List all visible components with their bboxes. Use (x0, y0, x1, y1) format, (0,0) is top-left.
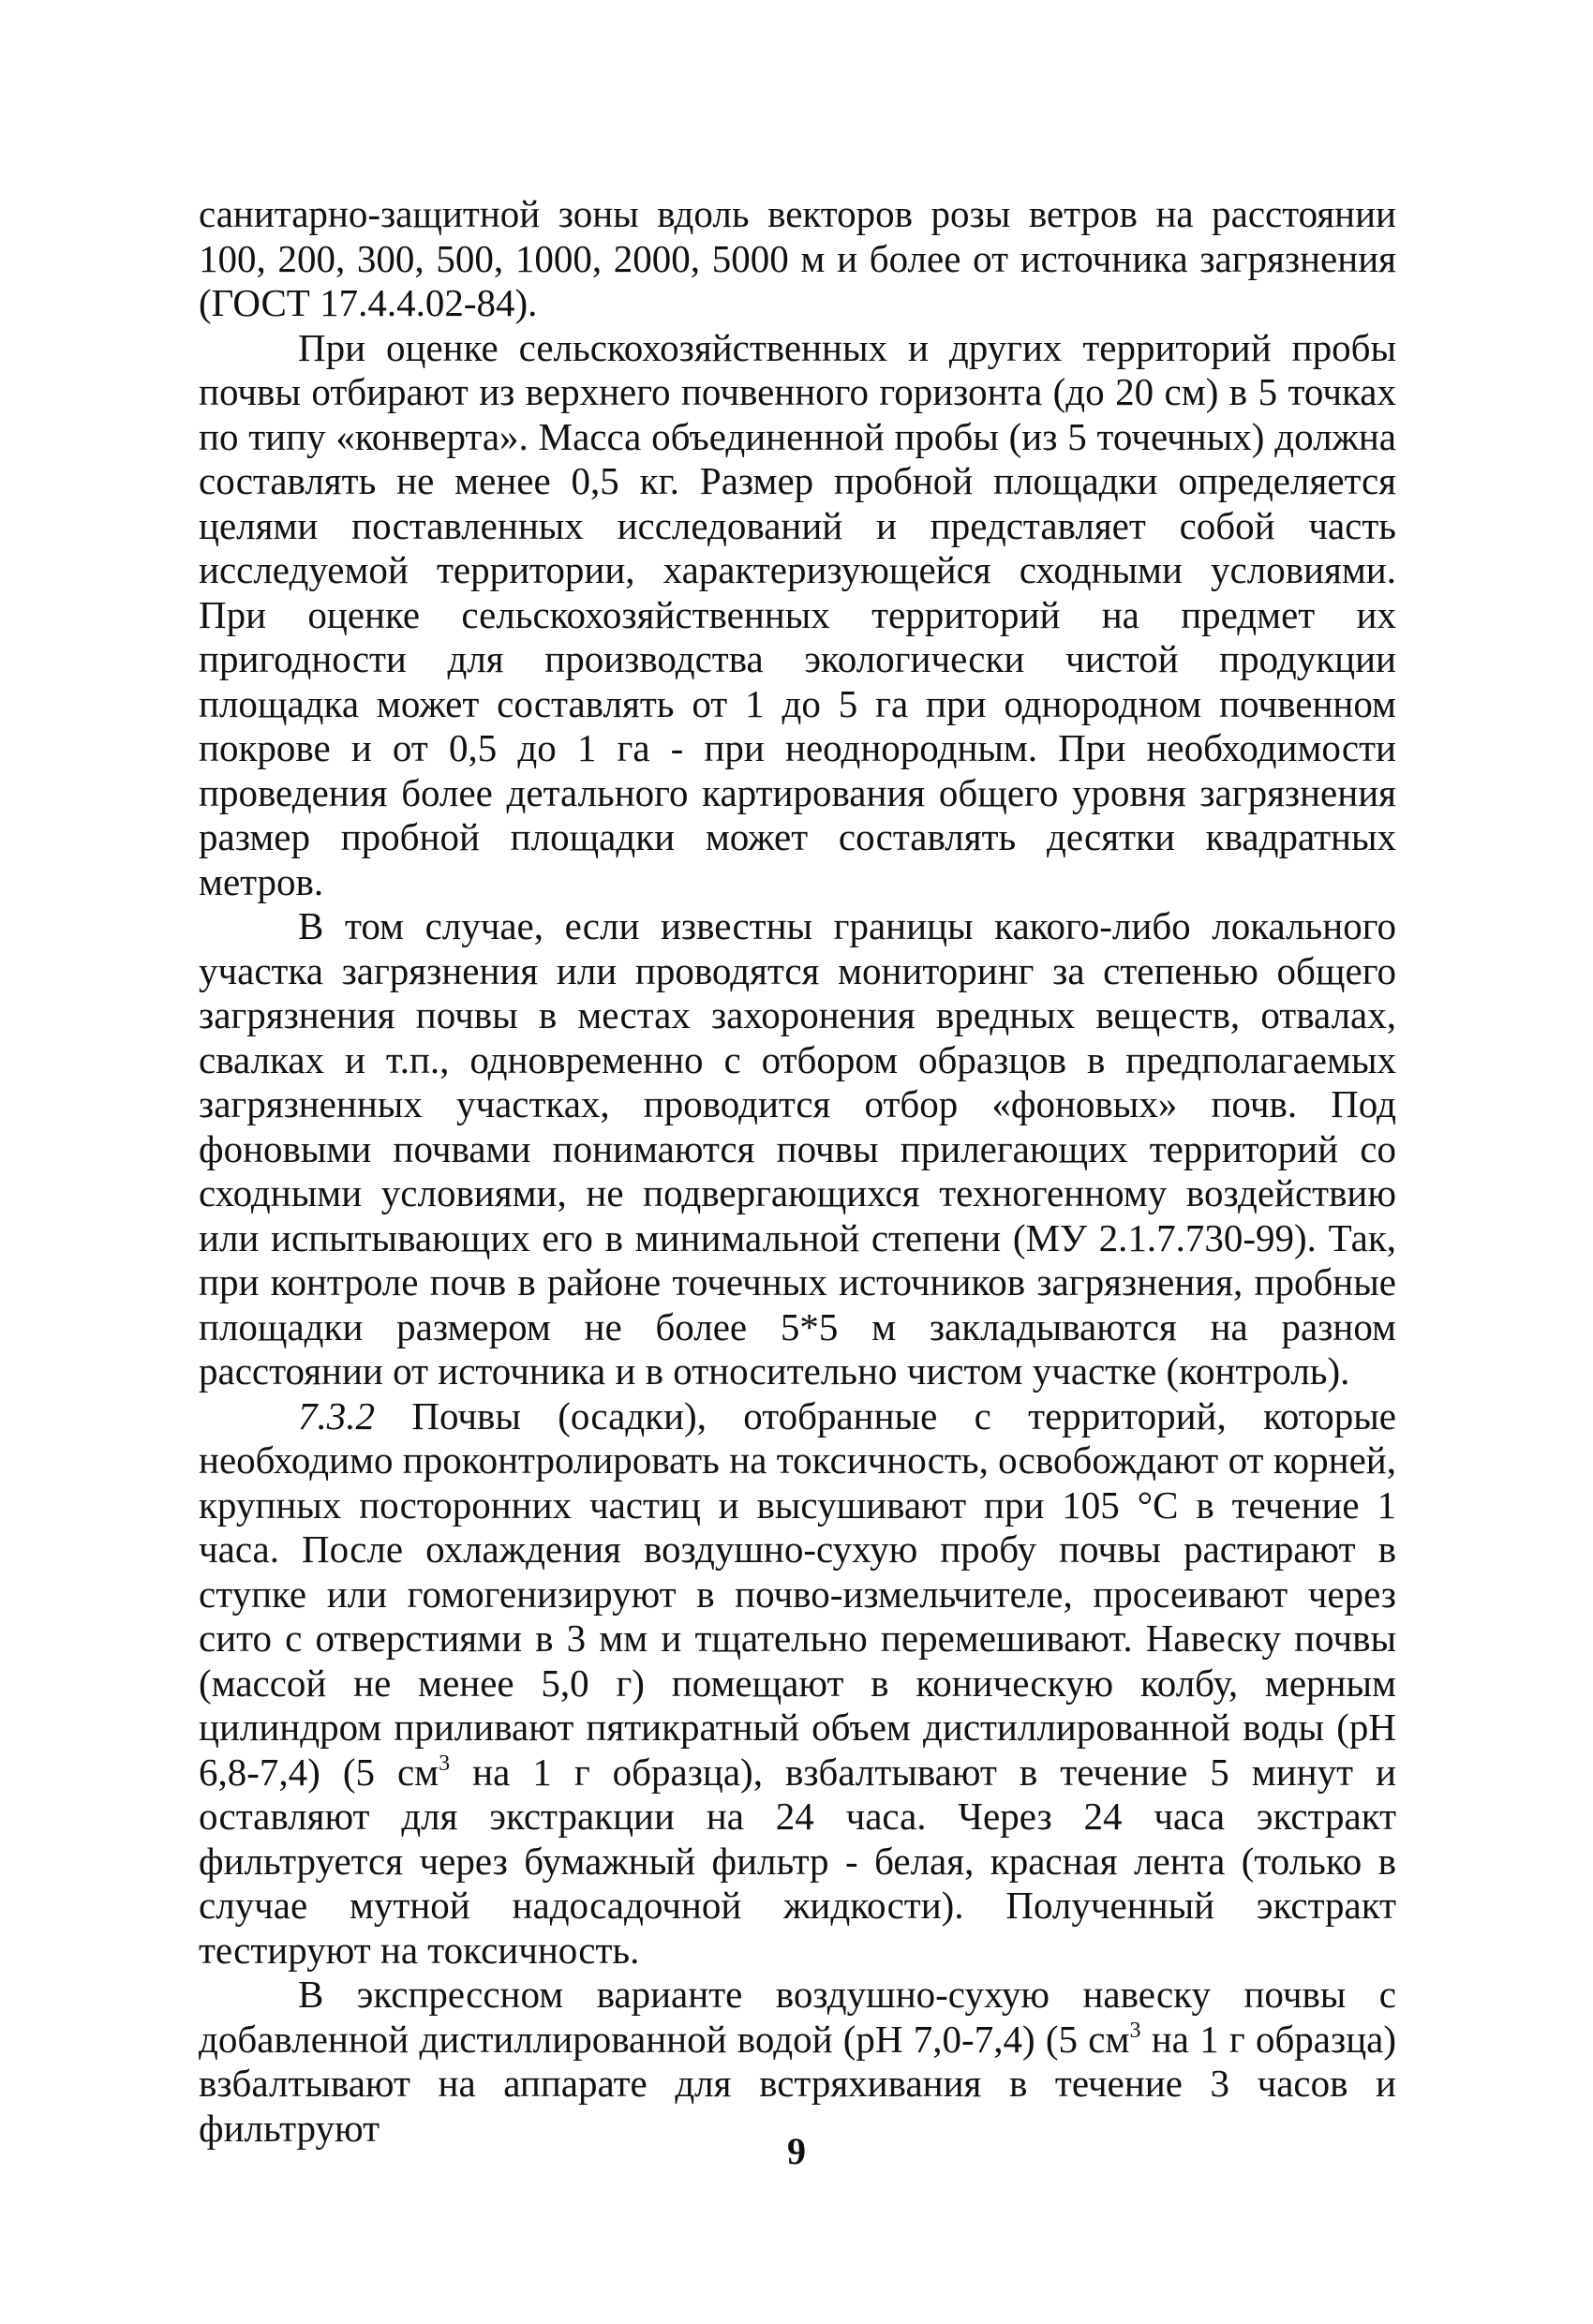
document-page (199, 192, 1396, 2151)
paragraph-continuation: санитарно-защитной зоны вдоль векторов розы ветров на расстоянии 100, 200, 300, 500, 1000, 2000, 5000 м и более от источника загрязнения (ГОСТ 17.4.4.02-84). (199, 192, 1396, 324)
paragraph-soil-sampling: При оценке сельскохозяйственных и других территорий пробы почвы отбирают из верхнего почвенного горизонта (до 20 см) в 5 точках по типу «конверта». Масса объединенной пробы (из 5 точечных) должна составлять не менее 0,5 кг. Размер пробной площадки определяется целями поставленных исследований и представляет собой часть исследуемой территории, характеризующейся сходными условиями. При оценке сельскохозяйственных территорий на предмет их пригодности для производства экологически чистой продукции площадка может составлять от 1 до 5 га при однородном почвенном покрове и от 0,5 до 1 га - при неоднородным. При необходимости проведения более детального картирования общего уровня загрязнения размер пробной площадки может составлять десятки квадратных метров. (199, 325, 1396, 903)
paragraph-section-7-3-2 (199, 1394, 1396, 1974)
paragraph-background-soils: В том случае, если известны границы какого-либо локального участка загрязнения или проводятся мониторинг за степенью общего загрязнения почвы в местах захоронения вредных веществ, отвалах, свалках и т.п., одновременно с отбором образцов в предполагаемых загрязненных участках, проводится отбор «фоновых» почв. Под фоновыми почвами понимаются почвы прилегающих территорий со сходными условиями, не подвергающихся техногенному воздействию или испытывающих его в минимальной степени (МУ 2.1.7.730-99). Так, при контроле почв в районе точечных источников загрязнения, пробные площадки размером не более 5*5 м закладываются на разном расстоянии от источника и в относительно чистом участке (контроль). (199, 904, 1396, 1393)
superscript-cubic: 3 (1129, 2018, 1141, 2043)
express-text-part-b: на 1 г образца) взбалтывают на аппарате для встряхивания в течение 3 часов и фильтруют (199, 2017, 1396, 2150)
section-number: 7.3.2 (298, 1393, 375, 1438)
superscript-cubic: 3 (439, 1750, 451, 1776)
page-number: 9 (787, 2130, 806, 2172)
section-text-part-b: на 1 г образца), взбалтывают в течение 5 минут и оставляют для экстракции на 24 часа. Через 24 часа экстракт фильтруется через бумажный фильтр - белая, красная лента (только в случае мутной надосадочной жидкости). Полученный экстракт тестируют на токсичность. (199, 1750, 1396, 1972)
paragraph-express-variant (199, 1973, 1396, 2151)
section-text-part-a: Почвы (осадки), отобранные с территорий, которые необходимо проконтролировать на токсичность, освобождают от корней, крупных посторонних частиц и высушивают при 105 °С в течение 1 часа. После охлаждения воздушно-сухую пробу почвы растирают в ступке или гомогенизируют в почво-измельчителе, просеивают через сито с отверстиями в 3 мм и тщательно перемешивают. Навеску почвы (массой не менее 5,0 г) помещают в коническую колбу, мерным цилиндром приливают пятикратный объем дистиллированной воды (рН 6,8-7,4) (5 см (199, 1393, 1396, 1794)
express-text-part-a: В экспрессном варианте воздушно-сухую навеску почвы с добавленной дистиллированной водой (рН 7,0-7,4) (5 см (199, 1973, 1396, 2061)
